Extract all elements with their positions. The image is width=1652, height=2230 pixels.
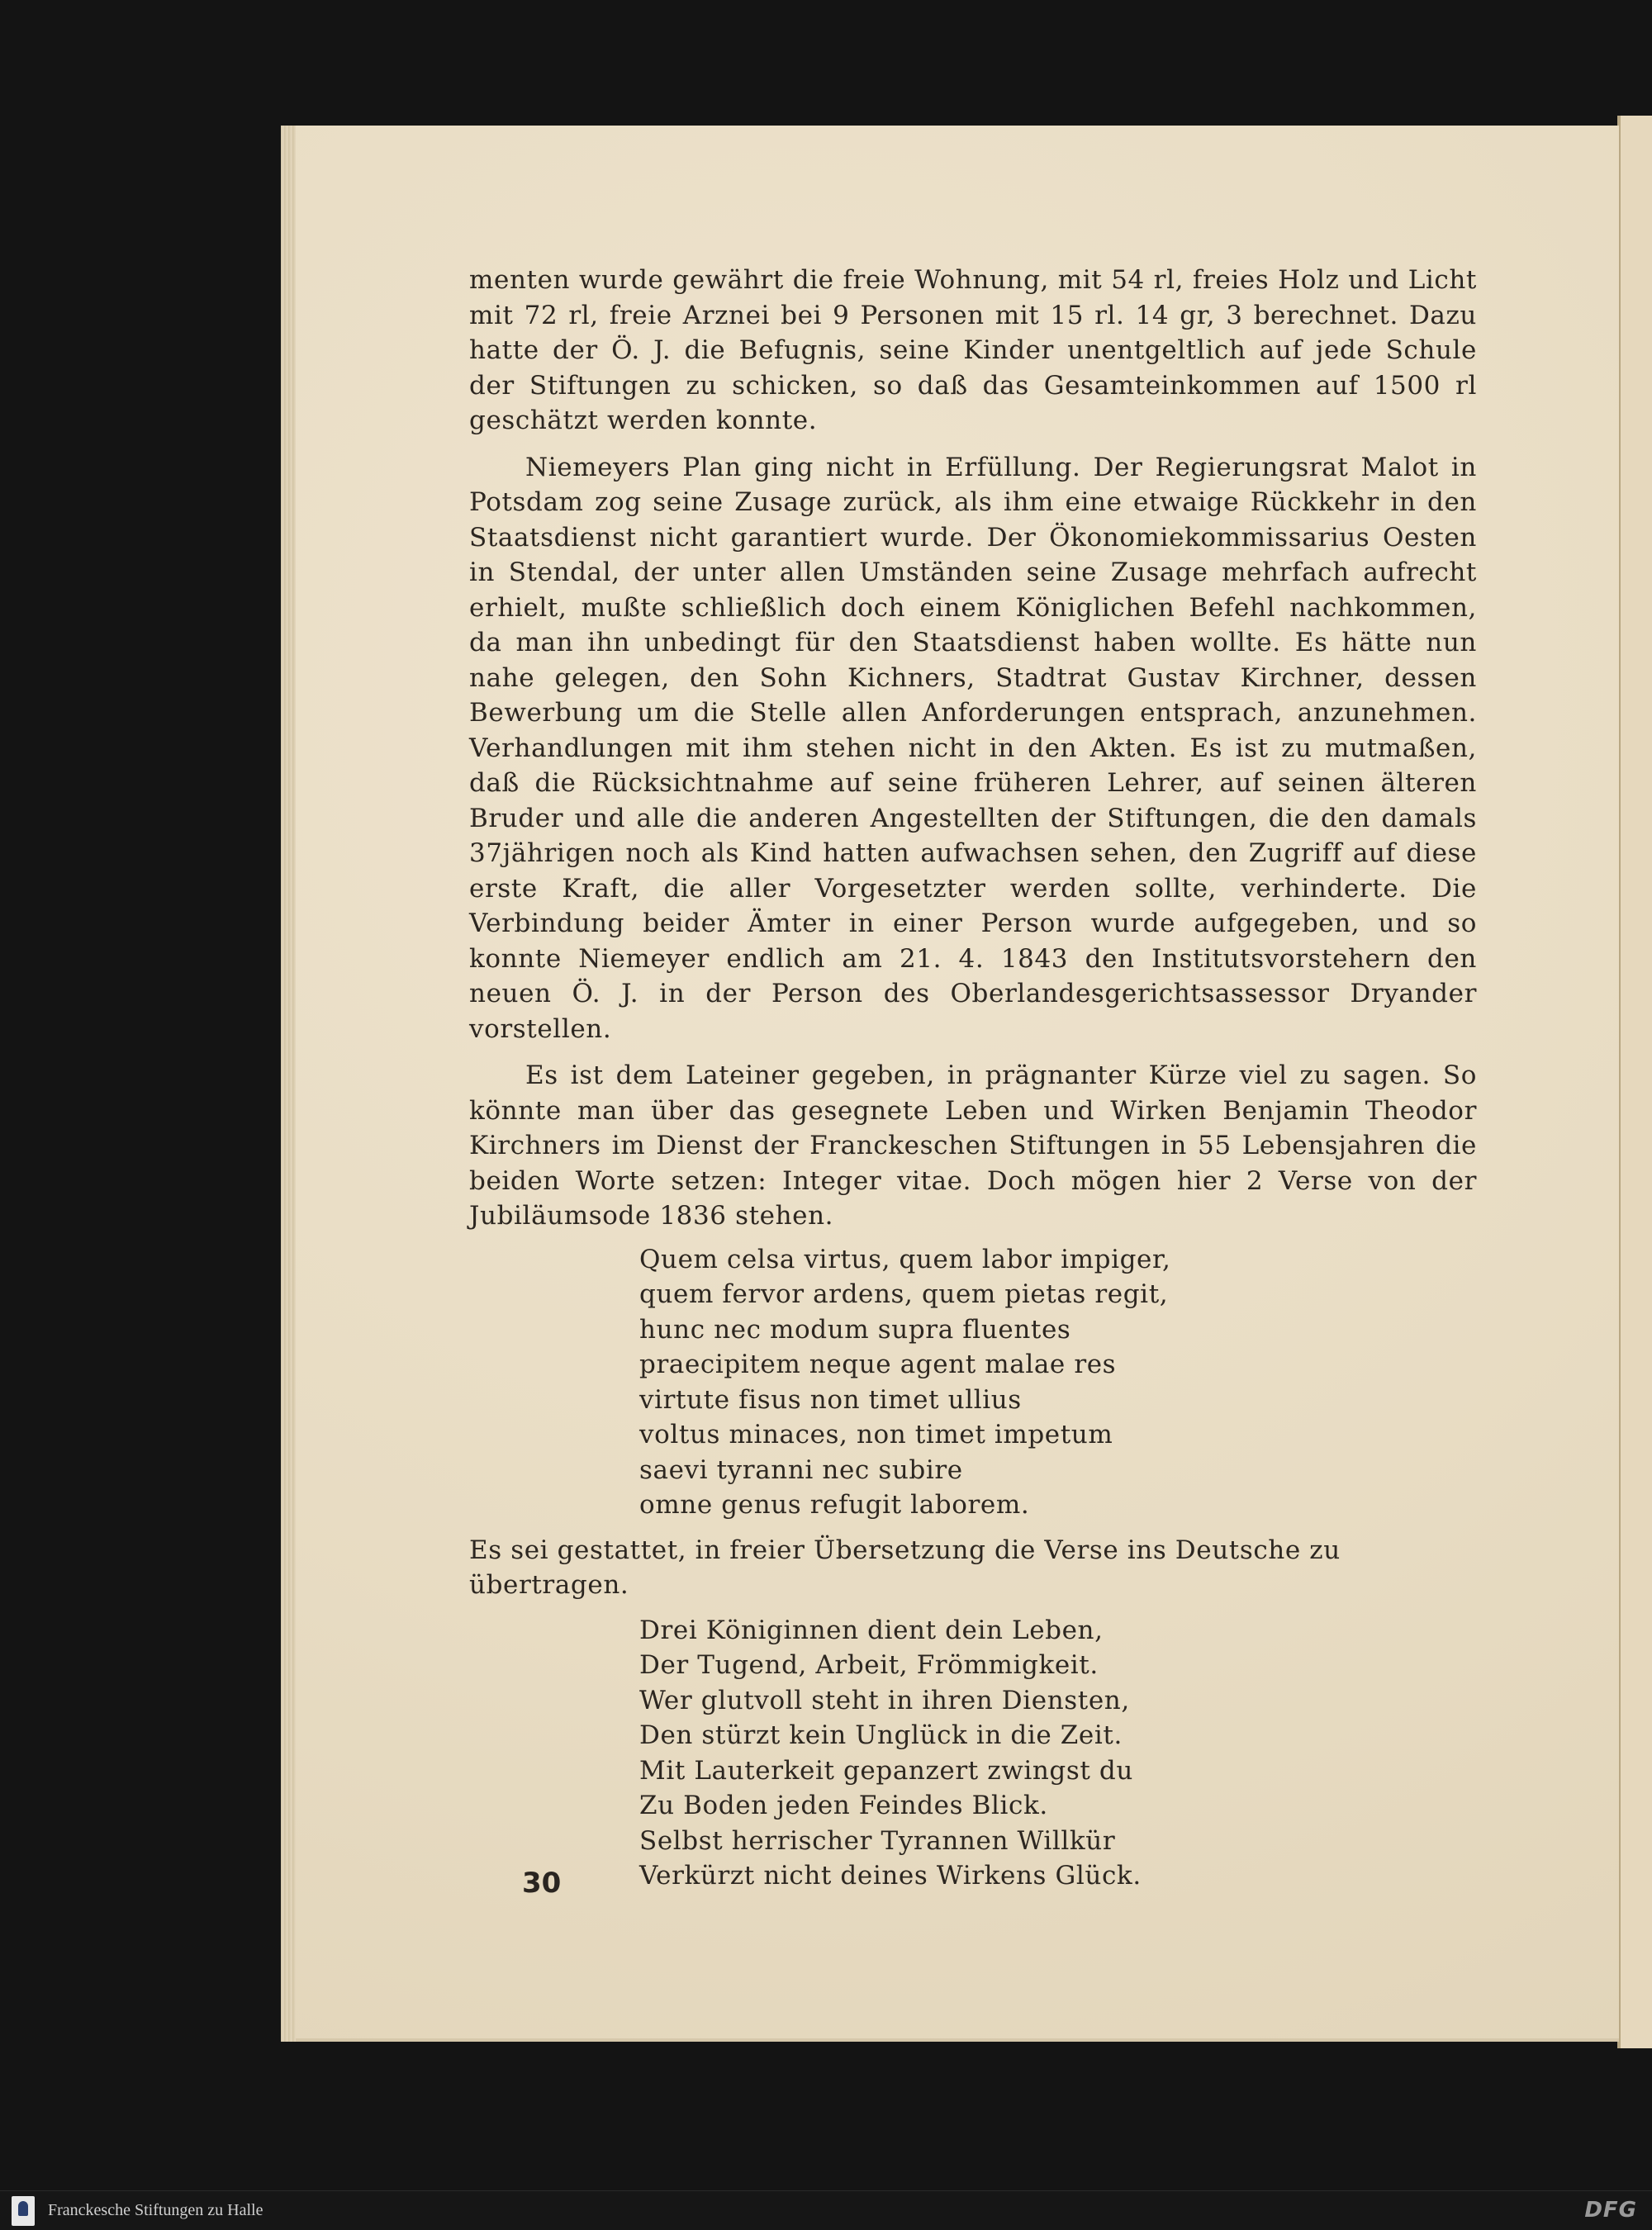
verse-line: Drei Königinnen dient dein Leben, — [639, 1615, 1104, 1645]
verse-line: Wer glutvoll steht in ihren Diensten, — [639, 1685, 1130, 1715]
viewer-footer — [0, 2190, 1652, 2230]
institution-link[interactable]: Franckesche Stiftungen zu Halle — [48, 2201, 263, 2219]
verse-line: saevi tyranni nec subire — [639, 1454, 963, 1485]
verse-line: Quem celsa virtus, quem labor impiger, — [639, 1244, 1171, 1274]
page-binding-edge — [281, 126, 296, 2042]
page-number: 30 — [522, 1867, 562, 1900]
paragraph-2: Niemeyers Plan ging nicht in Erfüllung. Der Regierungsrat Malot in Potsdam zog seine Zusage zurück, als ihm eine etwaige Rückkehr in den Staatsdienst nicht garantiert wurde. Der Ökonomiekommissarius Oesten in Stendal, der unter allen Umständen seine Zusage mehrfach aufrecht erhielt, mußte schließlich doch einem Königlichen Befehl nachkommen, da man ihn unbedingt für den Staatsdienst haben wollte. Es hätte nun nahe gelegen, den Sohn Kichners, Stadtrat Gustav Kirchner, dessen Bewerbung um die Stelle allen Anforderungen entsprach, anzunehmen. Verhandlungen mit ihm stehen nicht in den Akten. Es ist zu mutmaßen, daß die Rücksichtnahme auf seine früheren Lehrer, auf seinen älteren Bruder und alle die anderen Angestellten der Stiftungen, die den damals 37jährigen noch als Kind hatten aufwachsen sehen, den Zugriff auf diese erste Kraft, die aller Vorgesetzter werden sollte, verhinderte. Die Verbindung beider Ämter in einer Person wurde aufgegeben, und so konnte Niemeyer endlich am 21. 4. 1843 den Institutsvorstehern den neuen Ö. J. in der Person des Oberlandesgerichtsassessor Dryander vorstellen. — [469, 452, 1477, 1044]
verse-line: Verkürzt nicht deines Wirkens Glück. — [639, 1861, 1142, 1891]
institution-logo-icon[interactable] — [12, 2196, 35, 2226]
page-text — [469, 263, 1477, 1894]
verse-line: omne genus refugit laborem. — [639, 1490, 1030, 1520]
verse-line: Selbst herrischer Tyrannen Willkür — [639, 1825, 1116, 1856]
translation-intro: Es sei gestattet, in freier Übersetzung die Verse ins Deutsche zu übertragen. — [469, 1535, 1341, 1600]
adjacent-page-edge — [1617, 116, 1652, 2048]
verse-line: Mit Lauterkeit gepanzert zwingst du — [639, 1755, 1133, 1786]
verse-line: virtute fisus non timet ullius — [639, 1384, 1022, 1415]
verse-line: praecipitem neque agent malae res — [639, 1350, 1117, 1379]
verse-line: quem fervor ardens, quem pietas regit, — [639, 1279, 1169, 1309]
verse-line: hunc nec modum supra fluentes — [639, 1314, 1071, 1345]
latin-verse — [639, 1242, 1477, 1523]
german-verse — [639, 1613, 1477, 1894]
paragraph-3: Es ist dem Lateiner gegeben, in prägnanter Kürze viel zu sagen. So könnte man über das gesegnete Leben und Wirken Benjamin Theodor Kirchners im Dienst der Franckeschen Stiftungen in 55 Lebensjahren die beiden Worte setzen: Integer vitae. Doch mögen hier 2 Verse von der Jubiläumsode 1836 stehen. — [469, 1060, 1477, 1231]
verse-line: voltus minaces, non timet impetum — [639, 1420, 1113, 1450]
verse-line: Der Tugend, Arbeit, Frömmigkeit. — [639, 1650, 1099, 1680]
dfg-logo[interactable]: DFG — [1584, 2198, 1637, 2223]
paragraph-1: menten wurde gewährt die freie Wohnung, mit 54 rl, freies Holz und Licht mit 72 rl, freie Arznei bei 9 Personen mit 15 rl. 14 gr, 3 berechnet. Dazu hatte der Ö. J. die Befugnis, seine Kinder unentgeltlich auf jede Schule der Stiftungen zu schicken, so daß das Gesamteinkommen auf 1500 rl geschätzt werden konnte. — [469, 265, 1477, 435]
verse-line: Zu Boden jeden Feindes Blick. — [639, 1791, 1048, 1820]
verse-line: Den stürzt kein Unglück in die Zeit. — [639, 1720, 1123, 1750]
